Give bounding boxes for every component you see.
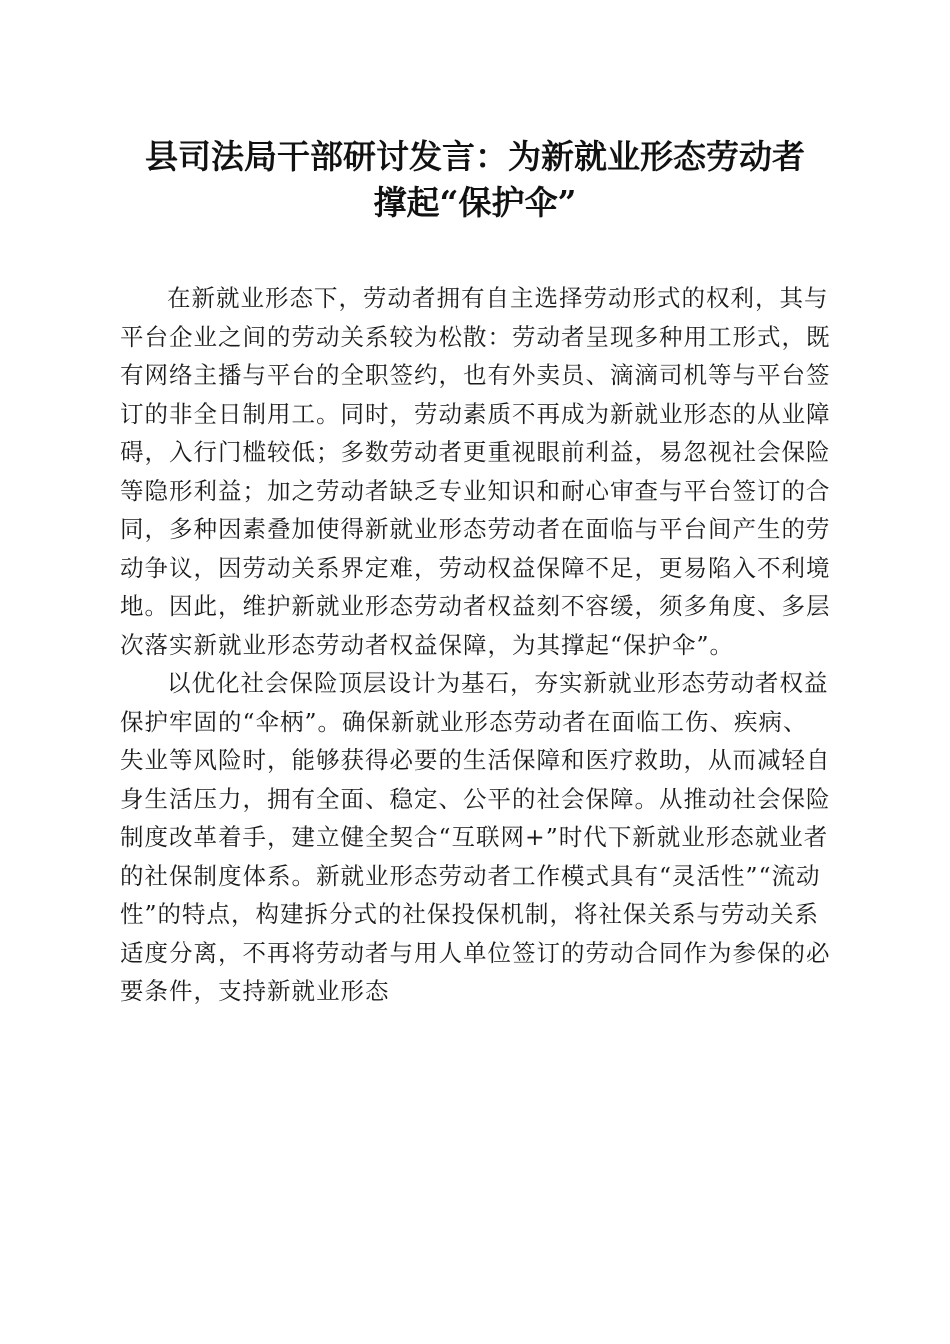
paragraph-2: 以优化社会保险顶层设计为基石，夯实新就业形态劳动者权益保护牢固的“伞柄”。确保新就业形态劳动者在面临工伤、疾病、失业等风险时，能够获得必要的生活保障和医疗救助，从而减轻自身生活压力，拥有全面、稳定、公平的社会保障。从推动社会保险制度改革着手，建立健全契合“互联网+”时代下新就业形态就业者的社保制度体系。新就业形态劳动者工作模式具有“灵活性”“流动性”的特点，构建拆分式的社保投保机制，将社保关系与劳动关系适度分离，不再将劳动者与用人单位签订的劳动合同作为参保的必要条件，支持新就业形态 xyxy=(120,669,831,1005)
document-title xyxy=(100,134,850,226)
title-line-1: 县司法局干部研讨发言：为新就业形态劳动者 xyxy=(145,137,805,176)
document-body xyxy=(120,279,832,1011)
title-line-2: 撑起“保护伞” xyxy=(373,183,577,222)
paragraph-1: 在新就业形态下，劳动者拥有自主选择劳动形式的权利，其与平台企业之间的劳动关系较为松散：劳动者呈现多种用工形式，既有网络主播与平台的全职签约，也有外卖员、滴滴司机等与平台签订的非全日制用工。同时，劳动素质不再成为新就业形态的从业障碍，入行门槛较低；多数劳动者更重视眼前利益，易忽视社会保险等隐形利益；加之劳动者缺乏专业知识和耐心审查与平台签订的合同，多种因素叠加使得新就业形态劳动者在面临与平台间产生的劳动争议，因劳动关系界定难，劳动权益保障不足，更易陷入不利境地。因此，维护新就业形态劳动者权益刻不容缓，须多角度、多层次落实新就业形态劳动者权益保障，为其撑起“保护伞”。 xyxy=(120,284,831,659)
